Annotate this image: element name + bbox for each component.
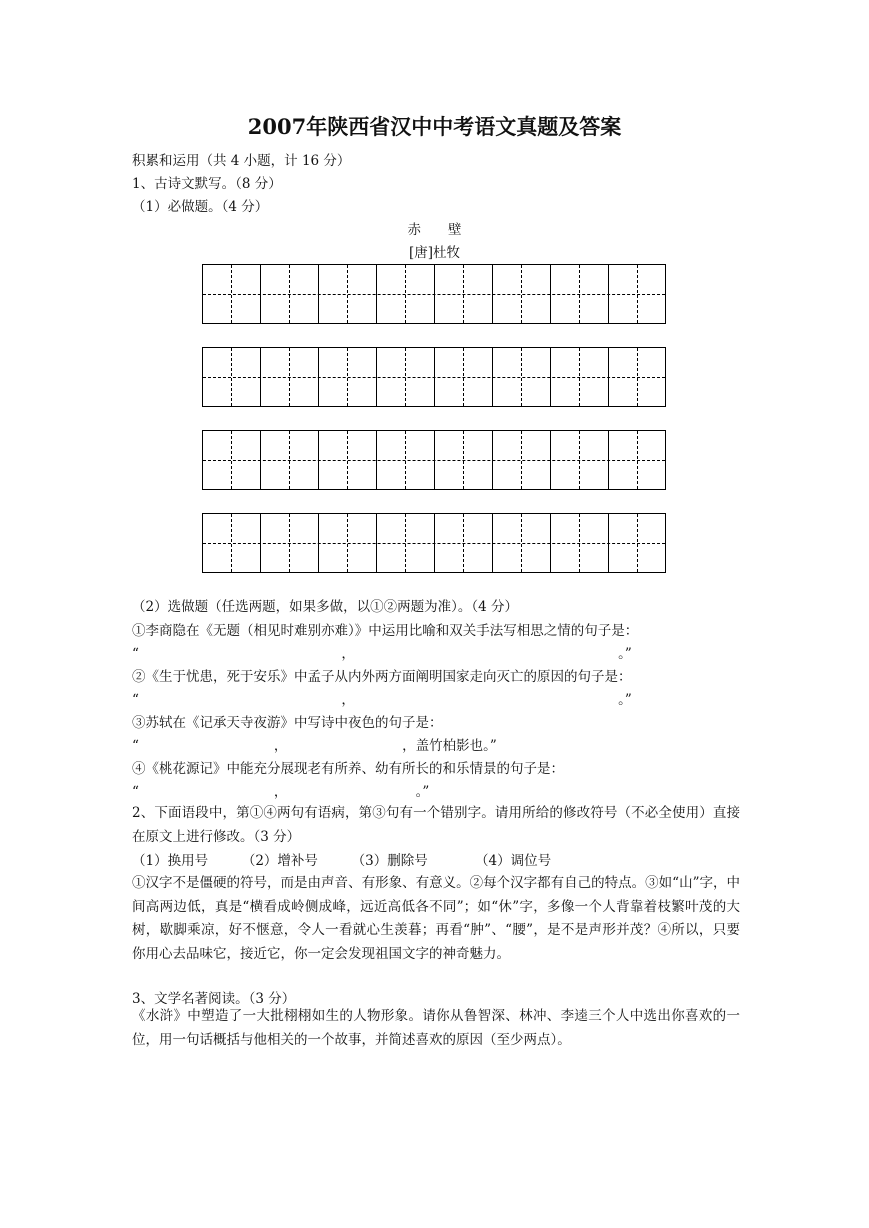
grid-cell-dashed-line bbox=[579, 431, 580, 489]
grid-cell-dashed-line bbox=[579, 265, 580, 323]
option-1-prompt: ①李商隐在《无题（相见时难别亦难）》中运用比喻和双关手法写相思之情的句子是： bbox=[132, 623, 639, 639]
grid-cell-divider bbox=[376, 265, 377, 323]
grid-cell-divider bbox=[318, 265, 319, 323]
grid-cell-dashed-line bbox=[289, 348, 290, 406]
section-heading: 积累和运用（共 4 小题，计 16 分） bbox=[132, 153, 351, 169]
grid-cell-divider bbox=[550, 514, 551, 572]
grid-cell-dashed-line bbox=[637, 514, 638, 572]
grid-cell-dashed-line bbox=[289, 265, 290, 323]
grid-row[interactable] bbox=[202, 513, 666, 573]
revision-symbols: （1）换用号 （2）增补号 （3）删除号 （4）调位号 bbox=[132, 853, 552, 869]
grid-row[interactable] bbox=[202, 347, 666, 407]
grid-cell-divider bbox=[550, 265, 551, 323]
grid-cell-dashed-line bbox=[463, 514, 464, 572]
grid-cell-dashed-line bbox=[637, 348, 638, 406]
grid-cell-dashed-line bbox=[521, 514, 522, 572]
grid-cell-divider bbox=[550, 431, 551, 489]
grid-cell-dashed-line bbox=[637, 265, 638, 323]
grid-cell-dashed-line bbox=[579, 514, 580, 572]
grid-cell-divider bbox=[434, 514, 435, 572]
grid-cell-dashed-line bbox=[463, 348, 464, 406]
grid-cell-divider bbox=[260, 514, 261, 572]
grid-cell-divider bbox=[376, 431, 377, 489]
grid-cell-dashed-line bbox=[463, 431, 464, 489]
option-1-blank[interactable]: “ ， 。” bbox=[132, 646, 632, 662]
option-4-prompt: ④《桃花源记》中能充分展现老有所养、幼有所长的和乐情景的句子是： bbox=[132, 761, 564, 777]
grid-cell-divider bbox=[434, 431, 435, 489]
grid-cell-divider bbox=[376, 514, 377, 572]
question-3-heading: 3、文学名著阅读。（3 分） bbox=[132, 991, 296, 1007]
grid-cell-dashed-line bbox=[405, 514, 406, 572]
grid-cell-dashed-line bbox=[521, 265, 522, 323]
question-1-2-heading: （2）选做题（任选两题，如果多做，以①②两题为准）。（4 分） bbox=[132, 599, 518, 615]
grid-cell-divider bbox=[260, 431, 261, 489]
question-1-1-heading: （1）必做题。（4 分） bbox=[132, 199, 269, 215]
grid-cell-dashed-line bbox=[347, 265, 348, 323]
grid-cell-dashed-line bbox=[347, 431, 348, 489]
poem-author: [唐]杜牧 bbox=[408, 245, 461, 261]
grid-cell-divider bbox=[608, 265, 609, 323]
grid-cell-divider bbox=[608, 431, 609, 489]
grid-cell-dashed-line bbox=[405, 348, 406, 406]
grid-cell-divider bbox=[550, 348, 551, 406]
grid-cell-divider bbox=[492, 431, 493, 489]
poem-title: 赤 壁 bbox=[407, 222, 462, 238]
grid-row[interactable] bbox=[202, 430, 666, 490]
option-2-prompt: ②《生于忧患，死于安乐》中孟子从内外两方面阐明国家走向灭亡的原因的句子是： bbox=[132, 669, 632, 685]
grid-row[interactable] bbox=[202, 264, 666, 324]
question-1-heading: 1、古诗文默写。（8 分） bbox=[132, 176, 282, 192]
grid-cell-divider bbox=[608, 514, 609, 572]
question-3-prompt: 《水浒》中塑造了一大批栩栩如生的人物形象。请你从鲁智深、林冲、李逵三个人中选出你喜欢的一位，用一句话概括与他相关的一个故事，并简述喜欢的原因（至少两点）。 bbox=[132, 1008, 740, 1048]
grid-cell-dashed-line bbox=[405, 431, 406, 489]
grid-cell-dashed-line bbox=[579, 348, 580, 406]
grid-cell-dashed-line bbox=[521, 348, 522, 406]
question-2-prompt: 2、下面语段中，第①④两句有语病，第③句有一个错别字。请用所给的修改符号（不必全使用）直接在原文上进行修改。（3 分） bbox=[132, 805, 740, 845]
grid-cell-divider bbox=[260, 265, 261, 323]
grid-cell-dashed-line bbox=[347, 514, 348, 572]
option-2-blank[interactable]: “ ， 。” bbox=[132, 692, 632, 708]
grid-cell-divider bbox=[376, 348, 377, 406]
grid-cell-divider bbox=[492, 265, 493, 323]
grid-cell-divider bbox=[260, 348, 261, 406]
grid-cell-dashed-line bbox=[231, 265, 232, 323]
grid-cell-dashed-line bbox=[231, 514, 232, 572]
grid-cell-divider bbox=[492, 514, 493, 572]
grid-cell-dashed-line bbox=[231, 348, 232, 406]
grid-cell-divider bbox=[318, 348, 319, 406]
grid-cell-dashed-line bbox=[463, 265, 464, 323]
grid-cell-dashed-line bbox=[405, 265, 406, 323]
grid-cell-divider bbox=[608, 348, 609, 406]
grid-cell-divider bbox=[318, 514, 319, 572]
grid-cell-dashed-line bbox=[521, 431, 522, 489]
grid-cell-dashed-line bbox=[289, 514, 290, 572]
grid-cell-divider bbox=[434, 348, 435, 406]
grid-cell-divider bbox=[434, 265, 435, 323]
question-2-passage: ①汉字不是僵硬的符号，而是由声音、有形象、有意义。②每个汉字都有自己的特点。③如“山”字，中间高两边低，真是“横看成岭侧成峰，远近高低各不同”；如“休”字，多像一个人背靠着枝繁叶茂的大树，歇脚乘凉，好不惬意，令人一看就心生羡暮；再看“肿”、“腰”，是不是声形并茂？④所以，只要你用心去品味它，接近它，你一定会发现祖国文字的神奇魅力。 bbox=[132, 875, 740, 962]
option-4-blank[interactable]: “ ， 。” bbox=[132, 784, 430, 800]
exam-title: 2007年陕西省汉中中考语文真题及答案 bbox=[247, 114, 622, 139]
grid-cell-dashed-line bbox=[289, 431, 290, 489]
grid-cell-dashed-line bbox=[231, 431, 232, 489]
grid-cell-divider bbox=[318, 431, 319, 489]
grid-cell-divider bbox=[492, 348, 493, 406]
option-3-prompt: ③苏轼在《记承天寺夜游》中写诗中夜色的句子是： bbox=[132, 715, 443, 731]
grid-cell-dashed-line bbox=[347, 348, 348, 406]
grid-cell-dashed-line bbox=[637, 431, 638, 489]
option-3-blank[interactable]: “ ， ，盖竹柏影也。” bbox=[132, 738, 497, 754]
